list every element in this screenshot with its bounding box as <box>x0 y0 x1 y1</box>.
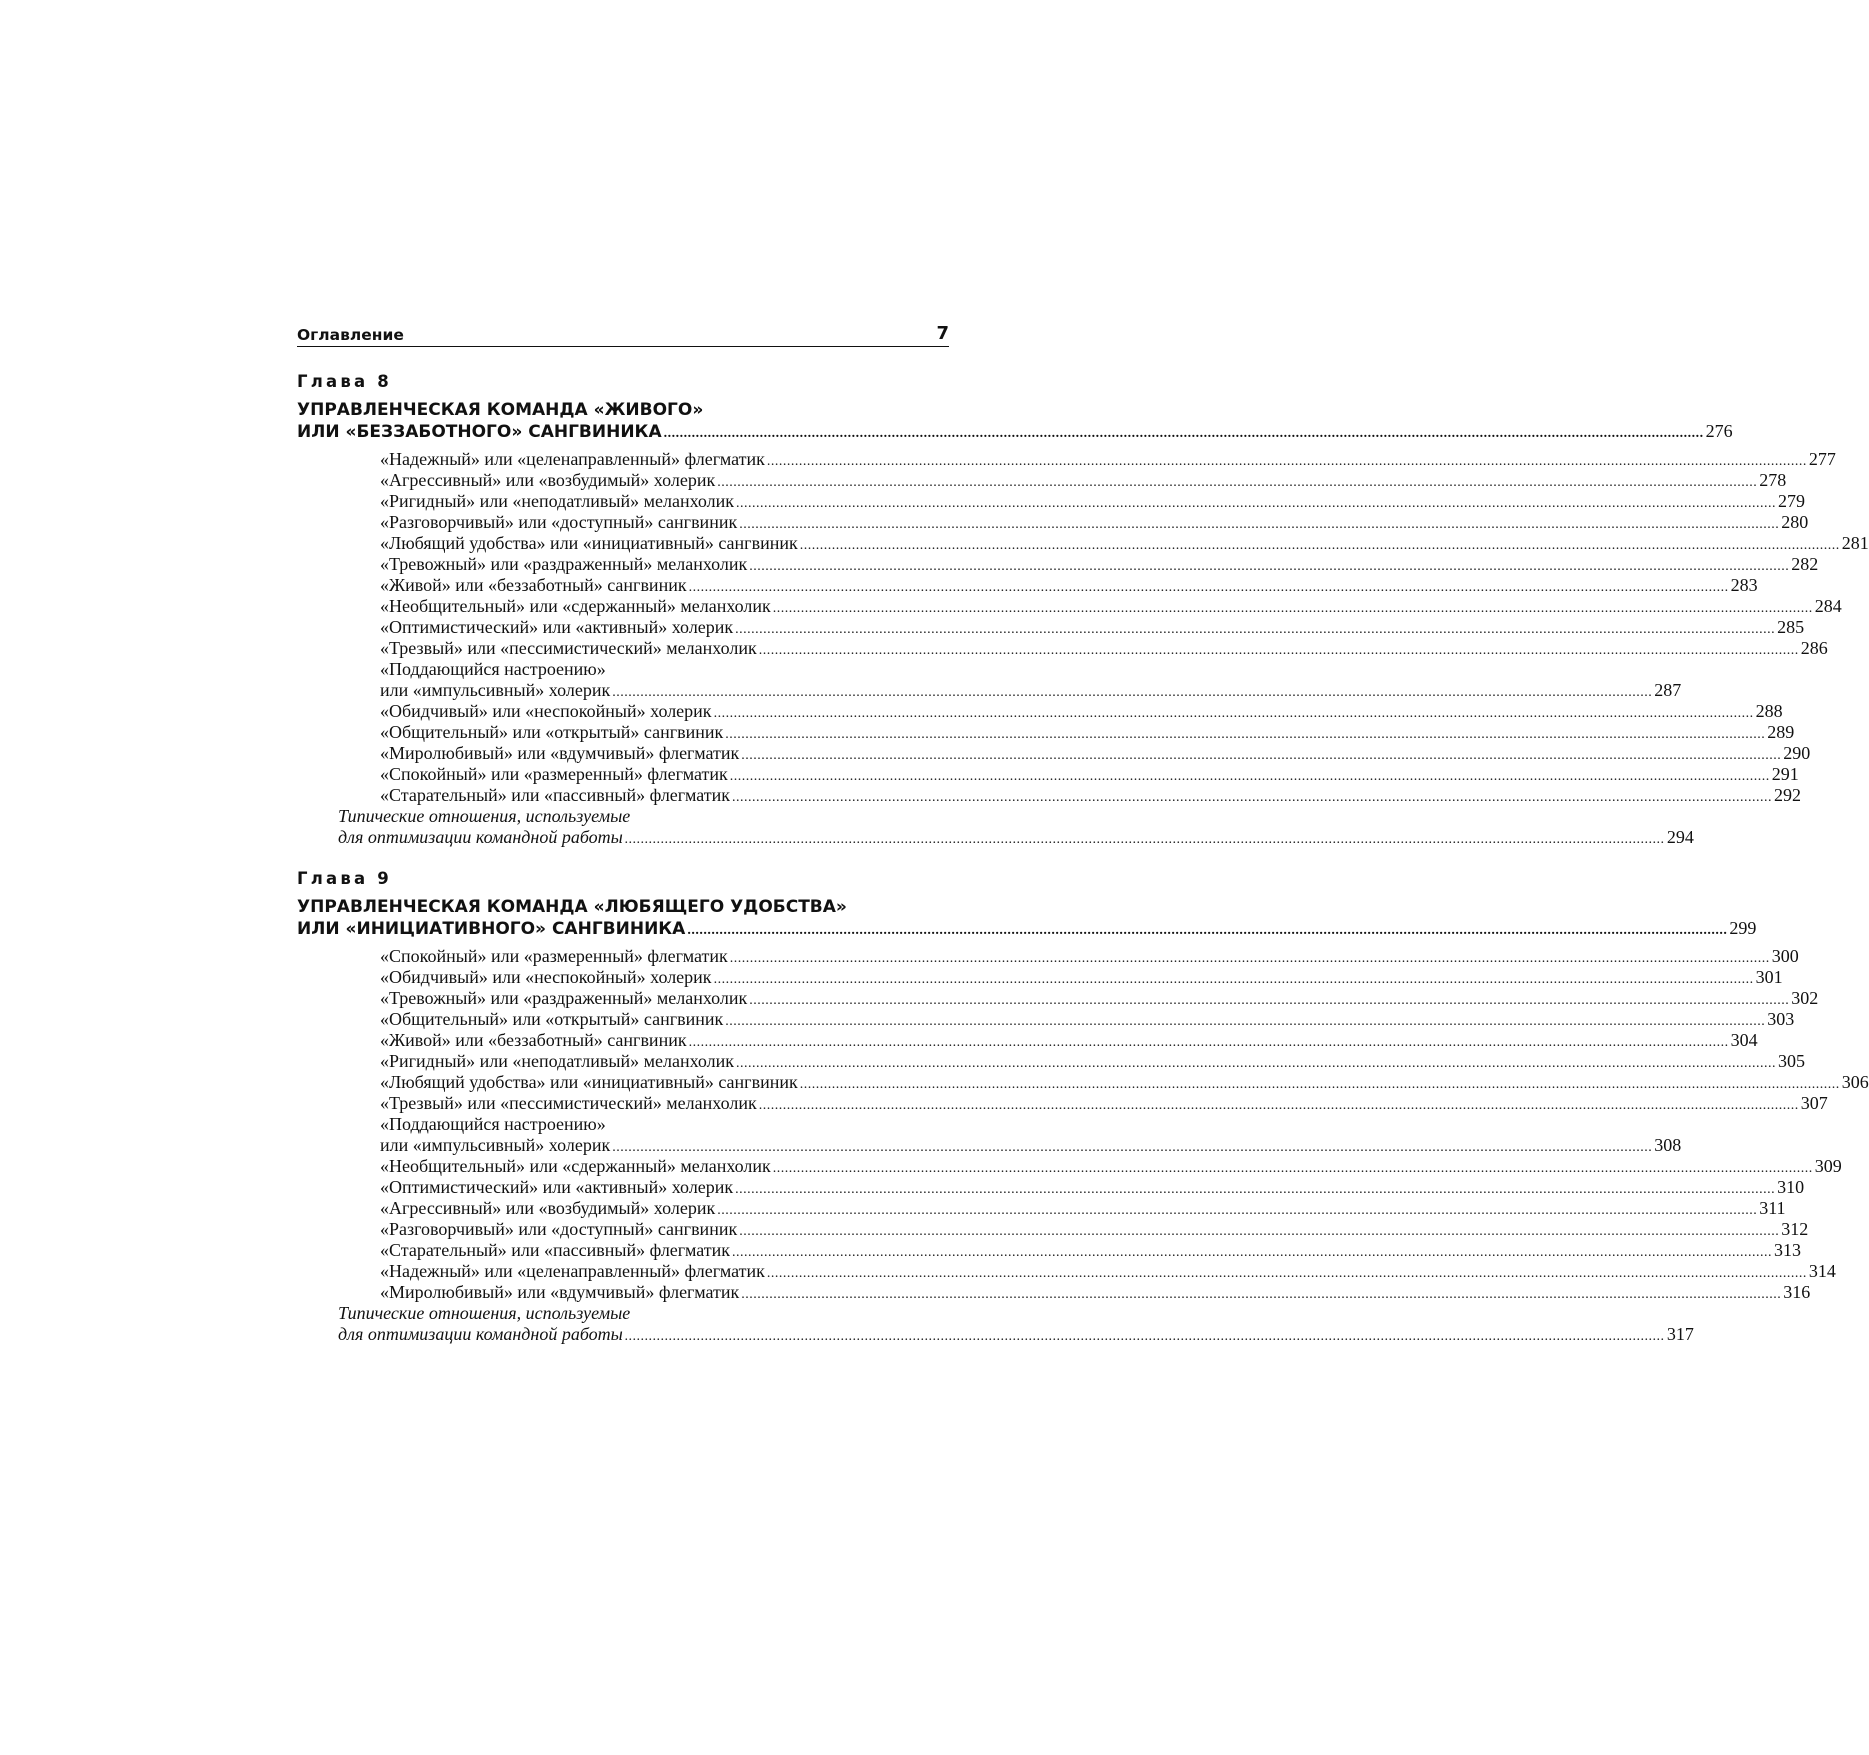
chapter-title-line: УПРАВЛЕНЧЕСКАЯ КОМАНДА «ЖИВОГО» <box>297 400 704 420</box>
toc-entry-page-number: 301 <box>1755 967 1783 987</box>
toc-entry-page-number: 316 <box>1783 1282 1811 1302</box>
dot-leader: .................................................................................................................................................................................................................................................................... <box>731 1245 1772 1260</box>
toc-entry-page-number: 313 <box>1773 1240 1801 1260</box>
toc-entry-text: «Спокойный» или «размеренный» флегматик <box>380 764 728 784</box>
dot-leader: .................................................................................................................................................................................................................................................................... <box>725 727 1766 742</box>
toc-entry-page-number: 311 <box>1759 1198 1786 1218</box>
dot-leader: .................................................................................................................................................................................................................................................................... <box>729 769 1770 784</box>
dot-leader: .................................................................................................................................................................................................................................................................... <box>739 517 1780 532</box>
typical-relations-entry[interactable] <box>338 806 1694 848</box>
toc-entry[interactable] <box>380 1156 1842 1177</box>
toc-entry-page-number: 304 <box>1730 1030 1758 1050</box>
toc-entry-text: «Тревожный» или «раздраженный» меланхолик <box>380 988 748 1008</box>
toc-entry-line <box>380 512 1809 533</box>
toc-entry-line <box>380 491 1806 512</box>
dot-leader: .................................................................................................................................................................................................................................................................... <box>766 1266 1807 1281</box>
chapter-section <box>297 868 1869 1345</box>
toc-entry-text: «Тревожный» или «раздраженный» меланхолик <box>380 554 748 574</box>
toc-entry-line <box>380 1156 1842 1177</box>
dot-leader: .................................................................................................................................................................................................................................................................... <box>729 951 1770 966</box>
toc-entry-line <box>380 1261 1836 1282</box>
dot-leader: .................................................................................................................................................................................................................................................................... <box>735 1182 1776 1197</box>
dot-leader: .................................................................................................................................................................................................................................................................... <box>717 475 1758 490</box>
toc-entry-line <box>380 1009 1795 1030</box>
toc-entry-page-number: 277 <box>1808 449 1836 469</box>
dot-leader: .................................................................................................................................................................................................................................................................... <box>624 1329 1665 1344</box>
toc-entry[interactable] <box>380 1282 1811 1303</box>
chapter-title-page-number: 299 <box>1729 918 1757 938</box>
toc-entry[interactable] <box>380 1240 1801 1261</box>
toc-entry-text: «Надежный» или «целенаправленный» флегматик <box>380 1261 765 1281</box>
toc-entry-line <box>380 722 1795 743</box>
toc-entry-page-number: 279 <box>1778 491 1806 511</box>
toc-entry[interactable] <box>380 701 1783 722</box>
dot-leader: .................................................................................................................................................................................................................................................................... <box>624 832 1665 847</box>
dot-leader: .................................................................................................................................................................................................................................................................... <box>772 601 1813 616</box>
toc-entry[interactable] <box>380 659 1682 701</box>
typical-relations-page-number: 294 <box>1666 827 1694 847</box>
dot-leader: .................................................................................................................................................................................................................................................................... <box>688 580 1729 595</box>
toc-entry-line <box>380 638 1828 659</box>
toc-entry-line <box>380 575 1758 596</box>
entry-list <box>297 449 1869 848</box>
toc-entry-text: «Любящий удобства» или «инициативный» сангвиник <box>380 1072 798 1092</box>
dot-leader: .................................................................................................................................................................................................................................................................... <box>725 1014 1766 1029</box>
chapter-title[interactable] <box>297 897 1757 939</box>
typical-relations-text: Типические отношения, используемые <box>338 806 631 826</box>
typical-relations-entry[interactable] <box>338 1303 1694 1345</box>
toc-entry-text: «Обидчивый» или «неспокойный» холерик <box>380 701 712 721</box>
toc-entry-line <box>380 743 1811 764</box>
table-of-contents <box>297 371 1869 1345</box>
chapter-title[interactable] <box>297 400 1733 442</box>
toc-entry-page-number: 308 <box>1654 1135 1682 1155</box>
toc-page <box>297 318 1869 1345</box>
toc-entry[interactable] <box>380 596 1842 617</box>
toc-entry-text: «Необщительный» или «сдержанный» меланхолик <box>380 1156 771 1176</box>
toc-entry-line <box>380 946 1799 967</box>
chapter-title-page-number: 276 <box>1705 421 1733 441</box>
toc-entry-line <box>380 1030 1758 1051</box>
toc-entry-line <box>380 617 1805 638</box>
toc-entry-text: или «импульсивный» холерик <box>380 1135 611 1155</box>
typical-relations-page-number: 317 <box>1666 1324 1694 1344</box>
toc-entry[interactable] <box>380 1009 1795 1030</box>
toc-entry-text: «Общительный» или «открытый» сангвиник <box>380 1009 724 1029</box>
dot-leader: .................................................................................................................................................................................................................................................................... <box>717 1203 1758 1218</box>
toc-entry-page-number: 305 <box>1778 1051 1806 1071</box>
toc-entry[interactable] <box>380 1093 1828 1114</box>
toc-entry-text: или «импульсивный» холерик <box>380 680 611 700</box>
toc-entry-text: «Старательный» или «пассивный» флегматик <box>380 1240 730 1260</box>
chapter-title-text: ИЛИ «ИНИЦИАТИВНОГО» САНГВИНИКА <box>297 919 686 939</box>
toc-entry-text: «Ригидный» или «неподатливый» меланхолик <box>380 1051 735 1071</box>
toc-entry-line <box>380 1198 1786 1219</box>
toc-entry[interactable] <box>380 764 1799 785</box>
chapter-label: Глава 9 <box>297 869 392 888</box>
toc-entry-page-number: 307 <box>1800 1093 1828 1113</box>
dot-leader: .................................................................................................................................................................................................................................................................... <box>731 790 1772 805</box>
chapter-title-line <box>297 421 1733 442</box>
toc-entry-text: «Обидчивый» или «неспокойный» холерик <box>380 967 712 987</box>
dot-leader: .................................................................................................................................................................................................................................................................... <box>741 748 1782 763</box>
toc-entry-page-number: 309 <box>1814 1156 1842 1176</box>
toc-entry-text: «Старательный» или «пассивный» флегматик <box>380 785 730 805</box>
toc-entry-text: «Разговорчивый» или «доступный» сангвиник <box>380 1219 738 1239</box>
toc-entry-line <box>380 470 1787 491</box>
toc-entry-page-number: 281 <box>1841 533 1869 553</box>
typical-relations-text: для оптимизации командной работы <box>338 827 623 847</box>
toc-entry-text: «Живой» или «беззаботный» сангвиник <box>380 1030 687 1050</box>
toc-entry-text: «Оптимистический» или «активный» холерик <box>380 1177 734 1197</box>
toc-entry[interactable] <box>380 722 1795 743</box>
dot-leader: .................................................................................................................................................................................................................................................................... <box>612 1140 1653 1155</box>
toc-entry-page-number: 291 <box>1771 764 1799 784</box>
dot-leader: .................................................................................................................................................................................................................................................................... <box>741 1287 1782 1302</box>
toc-entry[interactable] <box>380 743 1811 764</box>
toc-entry-line <box>380 785 1801 806</box>
toc-entry-page-number: 312 <box>1781 1219 1809 1239</box>
chapter-title-line <box>297 918 1757 939</box>
dot-leader: .................................................................................................................................................................................................................................................................... <box>736 496 1777 511</box>
toc-entry-page-number: 283 <box>1730 575 1758 595</box>
toc-entry-line <box>380 1177 1805 1198</box>
toc-entry-text: «Общительный» или «открытый» сангвиник <box>380 722 724 742</box>
toc-entry-line <box>380 1240 1801 1261</box>
toc-entry-text: «Трезвый» или «пессимистический» меланхолик <box>380 638 757 658</box>
toc-entry[interactable] <box>380 470 1787 491</box>
toc-entry[interactable] <box>380 449 1836 470</box>
toc-entry-line <box>380 1072 1869 1093</box>
toc-entry[interactable] <box>380 946 1799 967</box>
toc-entry[interactable] <box>380 1198 1786 1219</box>
toc-entry-page-number: 284 <box>1814 596 1842 616</box>
dot-leader: .................................................................................................................................................................................................................................................................... <box>749 559 1790 574</box>
toc-entry-page-number: 282 <box>1791 554 1819 574</box>
toc-entry-line <box>380 449 1836 470</box>
toc-entry[interactable] <box>380 1051 1806 1072</box>
dot-leader: .................................................................................................................................................................................................................................................................... <box>749 993 1790 1008</box>
toc-entry[interactable] <box>380 1177 1805 1198</box>
toc-entry[interactable] <box>380 967 1783 988</box>
toc-entry-text: «Трезвый» или «пессимистический» меланхолик <box>380 1093 757 1113</box>
dot-leader: .................................................................................................................................................................................................................................................................... <box>758 1098 1799 1113</box>
toc-entry-line <box>380 1282 1811 1303</box>
toc-entry-line <box>380 596 1842 617</box>
toc-entry[interactable] <box>380 512 1809 533</box>
toc-entry-line <box>380 701 1783 722</box>
toc-entry-text: «Спокойный» или «размеренный» флегматик <box>380 946 728 966</box>
page-number: 7 <box>936 323 949 344</box>
typical-relations-text: для оптимизации командной работы <box>338 1324 623 1344</box>
toc-entry-text: «Надежный» или «целенаправленный» флегматик <box>380 449 765 469</box>
toc-entry[interactable] <box>380 1030 1758 1051</box>
dot-leader: .................................................................................................................................................................................................................................................................... <box>799 1077 1840 1092</box>
toc-entry-line <box>380 1093 1828 1114</box>
toc-entry[interactable] <box>380 533 1869 554</box>
toc-entry[interactable] <box>380 988 1819 1009</box>
toc-entry-text: «Поддающийся настроению» <box>380 1114 606 1134</box>
typical-relations-line <box>338 1324 1694 1345</box>
entry-list <box>297 946 1869 1345</box>
toc-entry-page-number: 286 <box>1800 638 1828 658</box>
toc-entry-page-number: 289 <box>1767 722 1795 742</box>
toc-entry-page-number: 303 <box>1767 1009 1795 1029</box>
dot-leader: .................................................................................................................................................................................................................................................................... <box>739 1224 1780 1239</box>
toc-entry-line <box>380 1219 1809 1240</box>
toc-entry-page-number: 306 <box>1841 1072 1869 1092</box>
toc-entry[interactable] <box>380 785 1801 806</box>
dot-leader: .................................................................................................................................................................................................................................................................... <box>713 706 1754 721</box>
toc-entry[interactable] <box>380 554 1819 575</box>
toc-entry-page-number: 287 <box>1654 680 1682 700</box>
dot-leader: .................................................................................................................................................................................................................................................................... <box>772 1161 1813 1176</box>
dot-leader: .................................................................................................................................................................................................................................................................... <box>687 923 1728 938</box>
dot-leader: .................................................................................................................................................................................................................................................................... <box>713 972 1754 987</box>
toc-entry[interactable] <box>380 1072 1869 1093</box>
toc-entry-page-number: 280 <box>1781 512 1809 532</box>
toc-entry-page-number: 302 <box>1791 988 1819 1008</box>
toc-entry-text: «Любящий удобства» или «инициативный» сангвиник <box>380 533 798 553</box>
chapter-title-text: ИЛИ «БЕЗЗАБОТНОГО» САНГВИНИКА <box>297 422 662 442</box>
toc-entry-line <box>380 680 1682 701</box>
toc-entry-page-number: 285 <box>1777 617 1805 637</box>
toc-entry-page-number: 288 <box>1755 701 1783 721</box>
dot-leader: .................................................................................................................................................................................................................................................................... <box>688 1035 1729 1050</box>
toc-entry[interactable] <box>380 617 1805 638</box>
toc-entry[interactable] <box>380 491 1806 512</box>
toc-entry-text: «Агрессивный» или «возбудимый» холерик <box>380 1198 716 1218</box>
chapter-title-line: УПРАВЛЕНЧЕСКАЯ КОМАНДА «ЛЮБЯЩЕГО УДОБСТВА» <box>297 897 847 917</box>
toc-entry-page-number: 292 <box>1773 785 1801 805</box>
dot-leader: .................................................................................................................................................................................................................................................................... <box>799 538 1840 553</box>
typical-relations-line <box>338 827 1694 848</box>
running-head-title: Оглавление <box>297 326 404 344</box>
dot-leader: .................................................................................................................................................................................................................................................................... <box>758 643 1799 658</box>
chapter-section <box>297 371 1869 848</box>
typical-relations-text: Типические отношения, используемые <box>338 1303 631 1323</box>
toc-entry-text: «Поддающийся настроению» <box>380 659 606 679</box>
toc-entry-page-number: 290 <box>1783 743 1811 763</box>
toc-entry-text: «Разговорчивый» или «доступный» сангвиник <box>380 512 738 532</box>
toc-entry-line <box>380 1135 1682 1156</box>
toc-entry[interactable] <box>380 1261 1836 1282</box>
dot-leader: .................................................................................................................................................................................................................................................................... <box>612 685 1653 700</box>
toc-entry-line <box>380 1051 1806 1072</box>
running-head <box>297 318 949 347</box>
toc-entry-line <box>380 988 1819 1009</box>
toc-entry-page-number: 310 <box>1777 1177 1805 1197</box>
dot-leader: .................................................................................................................................................................................................................................................................... <box>766 454 1807 469</box>
toc-entry-line <box>380 764 1799 785</box>
toc-entry-text: «Живой» или «беззаботный» сангвиник <box>380 575 687 595</box>
toc-entry-text: «Агрессивный» или «возбудимый» холерик <box>380 470 716 490</box>
toc-entry-line <box>380 533 1869 554</box>
toc-entry-text: «Миролюбивый» или «вдумчивый» флегматик <box>380 743 740 763</box>
dot-leader: .................................................................................................................................................................................................................................................................... <box>663 426 1704 441</box>
toc-entry-line <box>380 967 1783 988</box>
toc-entry[interactable] <box>380 638 1828 659</box>
chapter-label: Глава 8 <box>297 372 392 391</box>
toc-entry-line <box>380 554 1819 575</box>
toc-entry-text: «Миролюбивый» или «вдумчивый» флегматик <box>380 1282 740 1302</box>
toc-entry-page-number: 314 <box>1808 1261 1836 1281</box>
toc-entry[interactable] <box>380 575 1758 596</box>
toc-entry-text: «Оптимистический» или «активный» холерик <box>380 617 734 637</box>
toc-entry-text: «Необщительный» или «сдержанный» меланхолик <box>380 596 771 616</box>
toc-entry-page-number: 278 <box>1759 470 1787 490</box>
toc-entry[interactable] <box>380 1114 1682 1156</box>
dot-leader: .................................................................................................................................................................................................................................................................... <box>736 1056 1777 1071</box>
toc-entry-page-number: 300 <box>1771 946 1799 966</box>
toc-entry-text: «Ригидный» или «неподатливый» меланхолик <box>380 491 735 511</box>
toc-entry[interactable] <box>380 1219 1809 1240</box>
dot-leader: .................................................................................................................................................................................................................................................................... <box>735 622 1776 637</box>
